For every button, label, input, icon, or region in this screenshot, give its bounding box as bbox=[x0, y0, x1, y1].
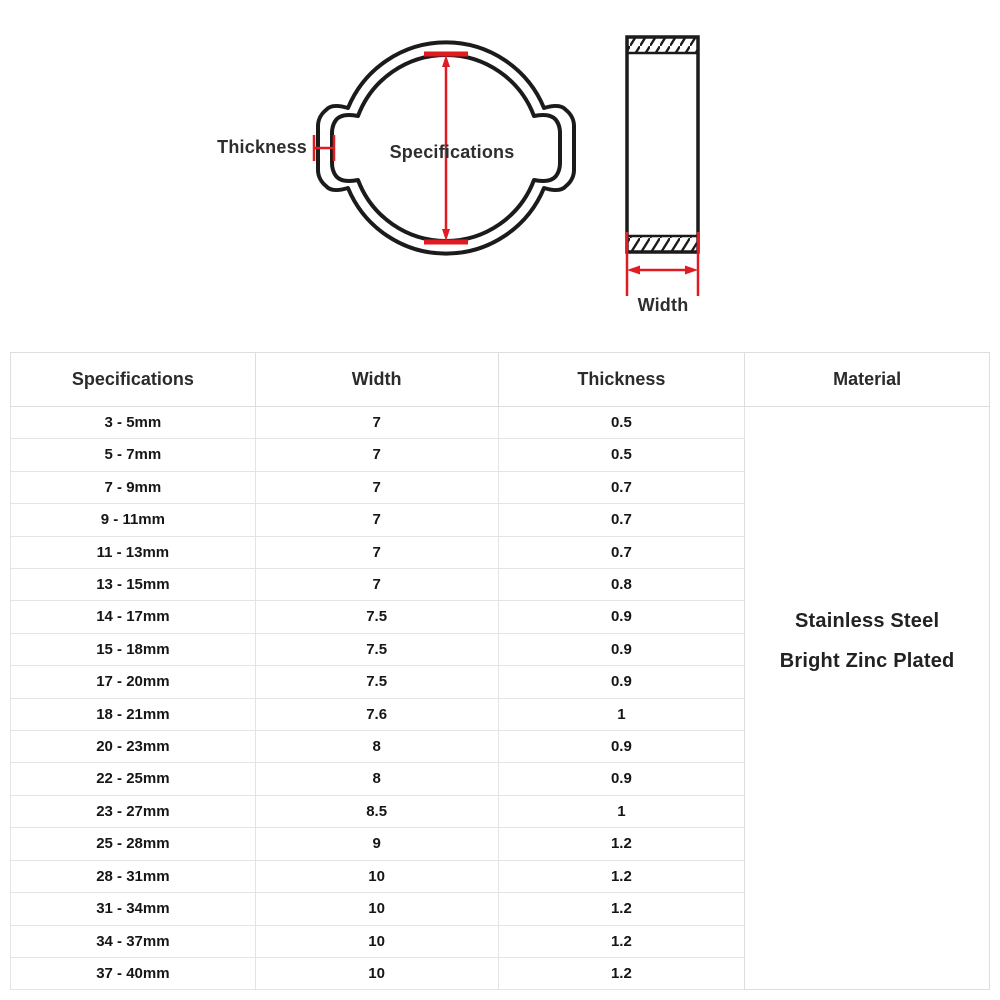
width-cell: 7 bbox=[255, 471, 498, 503]
header-specifications: Specifications bbox=[11, 353, 256, 407]
spec-cell: 17 - 20mm bbox=[11, 666, 256, 698]
width-cell: 7.6 bbox=[255, 698, 498, 730]
thickness-cell: 1.2 bbox=[498, 957, 745, 989]
spec-cell: 14 - 17mm bbox=[11, 601, 256, 633]
header-row bbox=[11, 353, 990, 407]
spec-cell: 28 - 31mm bbox=[11, 860, 256, 892]
bottom-hatch-band bbox=[627, 236, 698, 252]
width-cell: 10 bbox=[255, 925, 498, 957]
spec-cell: 20 - 23mm bbox=[11, 731, 256, 763]
spec-table-body bbox=[11, 407, 990, 990]
width-cell: 7 bbox=[255, 407, 498, 439]
material-text: Stainless Steel bbox=[795, 610, 940, 632]
thickness-cell: 0.9 bbox=[498, 763, 745, 795]
width-cell: 10 bbox=[255, 860, 498, 892]
header-width: Width bbox=[255, 353, 498, 407]
width-cell: 7 bbox=[255, 569, 498, 601]
thickness-cell: 1 bbox=[498, 795, 745, 827]
spec-cell: 15 - 18mm bbox=[11, 633, 256, 665]
spec-table-container bbox=[10, 352, 990, 990]
width-cell: 7 bbox=[255, 504, 498, 536]
spec-table bbox=[10, 352, 990, 990]
material-cell bbox=[745, 407, 990, 990]
width-cell: 8.5 bbox=[255, 795, 498, 827]
spec-cell: 5 - 7mm bbox=[11, 439, 256, 471]
width-label: Width bbox=[637, 295, 689, 315]
thickness-cell: 0.5 bbox=[498, 407, 745, 439]
width-cell: 7 bbox=[255, 536, 498, 568]
thickness-cell: 1.2 bbox=[498, 925, 745, 957]
table-row bbox=[11, 407, 990, 439]
width-cell: 7.5 bbox=[255, 666, 498, 698]
header-material: Material bbox=[745, 353, 990, 407]
spec-cell: 11 - 13mm bbox=[11, 536, 256, 568]
thickness-cell: 0.9 bbox=[498, 731, 745, 763]
thickness-cell: 1.2 bbox=[498, 860, 745, 892]
thickness-label: Thickness bbox=[217, 137, 307, 157]
spec-cell: 7 - 9mm bbox=[11, 471, 256, 503]
width-cell: 8 bbox=[255, 763, 498, 795]
width-cell: 10 bbox=[255, 957, 498, 989]
width-cell: 9 bbox=[255, 828, 498, 860]
width-cell: 8 bbox=[255, 731, 498, 763]
spec-cell: 23 - 27mm bbox=[11, 795, 256, 827]
material-text: Bright Zinc Plated bbox=[779, 650, 955, 672]
spec-cell: 34 - 37mm bbox=[11, 925, 256, 957]
thickness-cell: 0.7 bbox=[498, 504, 745, 536]
thickness-cell: 1.2 bbox=[498, 893, 745, 925]
thickness-cell: 0.5 bbox=[498, 439, 745, 471]
specifications-label: Specifications bbox=[389, 142, 515, 162]
header-thickness: Thickness bbox=[498, 353, 745, 407]
clamp-diagram-section bbox=[0, 0, 1000, 340]
band-outline bbox=[627, 37, 698, 252]
spec-cell: 37 - 40mm bbox=[11, 957, 256, 989]
thickness-cell: 0.8 bbox=[498, 569, 745, 601]
spec-table-head bbox=[11, 353, 990, 407]
thickness-cell: 0.9 bbox=[498, 633, 745, 665]
spec-cell: 22 - 25mm bbox=[11, 763, 256, 795]
spec-cell: 3 - 5mm bbox=[11, 407, 256, 439]
width-cell: 7 bbox=[255, 439, 498, 471]
width-cell: 10 bbox=[255, 893, 498, 925]
width-cell: 7.5 bbox=[255, 633, 498, 665]
width-cell: 7.5 bbox=[255, 601, 498, 633]
thickness-cell: 1.2 bbox=[498, 828, 745, 860]
clamp-side-view-diagram bbox=[610, 30, 720, 320]
thickness-cell: 0.7 bbox=[498, 536, 745, 568]
spec-cell: 9 - 11mm bbox=[11, 504, 256, 536]
spec-cell: 31 - 34mm bbox=[11, 893, 256, 925]
spec-cell: 25 - 28mm bbox=[11, 828, 256, 860]
top-hatch-band bbox=[627, 37, 698, 53]
thickness-cell: 0.7 bbox=[498, 471, 745, 503]
spec-cell: 18 - 21mm bbox=[11, 698, 256, 730]
thickness-cell: 0.9 bbox=[498, 666, 745, 698]
clamp-front-view-diagram bbox=[312, 30, 580, 270]
thickness-cell: 0.9 bbox=[498, 601, 745, 633]
spec-cell: 13 - 15mm bbox=[11, 569, 256, 601]
thickness-cell: 1 bbox=[498, 698, 745, 730]
